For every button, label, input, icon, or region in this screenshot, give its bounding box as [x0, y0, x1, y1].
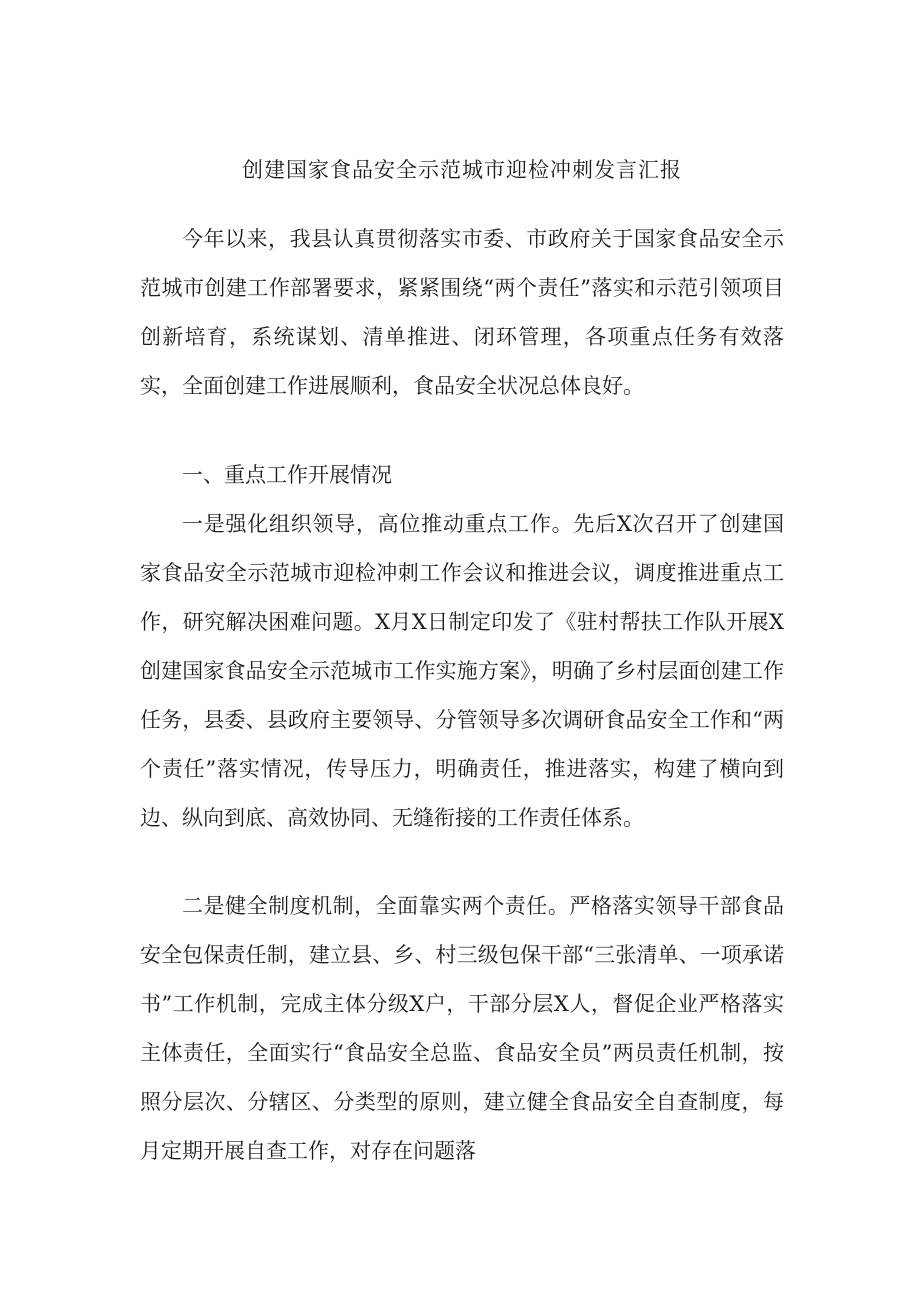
body-paragraph-1: 一是强化组织领导，高位推动重点工作。先后X次召开了创建国家食品安全示范城市迎检冲刺工作会议和推进会议，调度推进重点工作，研究解决困难问题。X月X日制定印发了《驻村帮扶工作队开展X创建国家食品安全示范城市工作实施方案》，明确了乡村层面创建工作任务，县委、县政府主要领导、分管领导多次调研食品安全工作和“两个责任”落实情况，传导压力，明确责任，推进落实，构建了横向到边、纵向到底、高效协同、无缝衔接的工作责任体系。: [140, 512, 784, 830]
body-paragraph-2: 二是健全制度机制，全面靠实两个责任。严格落实领导干部食品安全包保责任制，建立县、乡、村三级包保干部“三张清单、一项承诺书”工作机制，完成主体分级X户，干部分层X人，督促企业严格落实主体责任，全面实行“食品安全总监、食品安全员”两员责任机制，按照分层次、分辖区、分类型的原则，建立健全食品安全自查制度，每月定期开展自查工作，对存在问题落: [140, 894, 784, 1163]
document-title: 创建国家食品安全示范城市迎检冲刺发言汇报: [242, 158, 682, 182]
section-heading: 一、重点工作开展情况: [182, 463, 392, 487]
intro-paragraph: 今年以来，我县认真贯彻落实市委、市政府关于国家食品安全示范城市创建工作部署要求，紧紧围绕“两个责任”落实和示范引领项目创新培育，系统谋划、清单推进、闭环管理，各项重点任务有效落实，全面创建工作进展顺利，食品安全状况总体良好。: [140, 227, 784, 398]
document-page: [140, 0, 784, 1301]
